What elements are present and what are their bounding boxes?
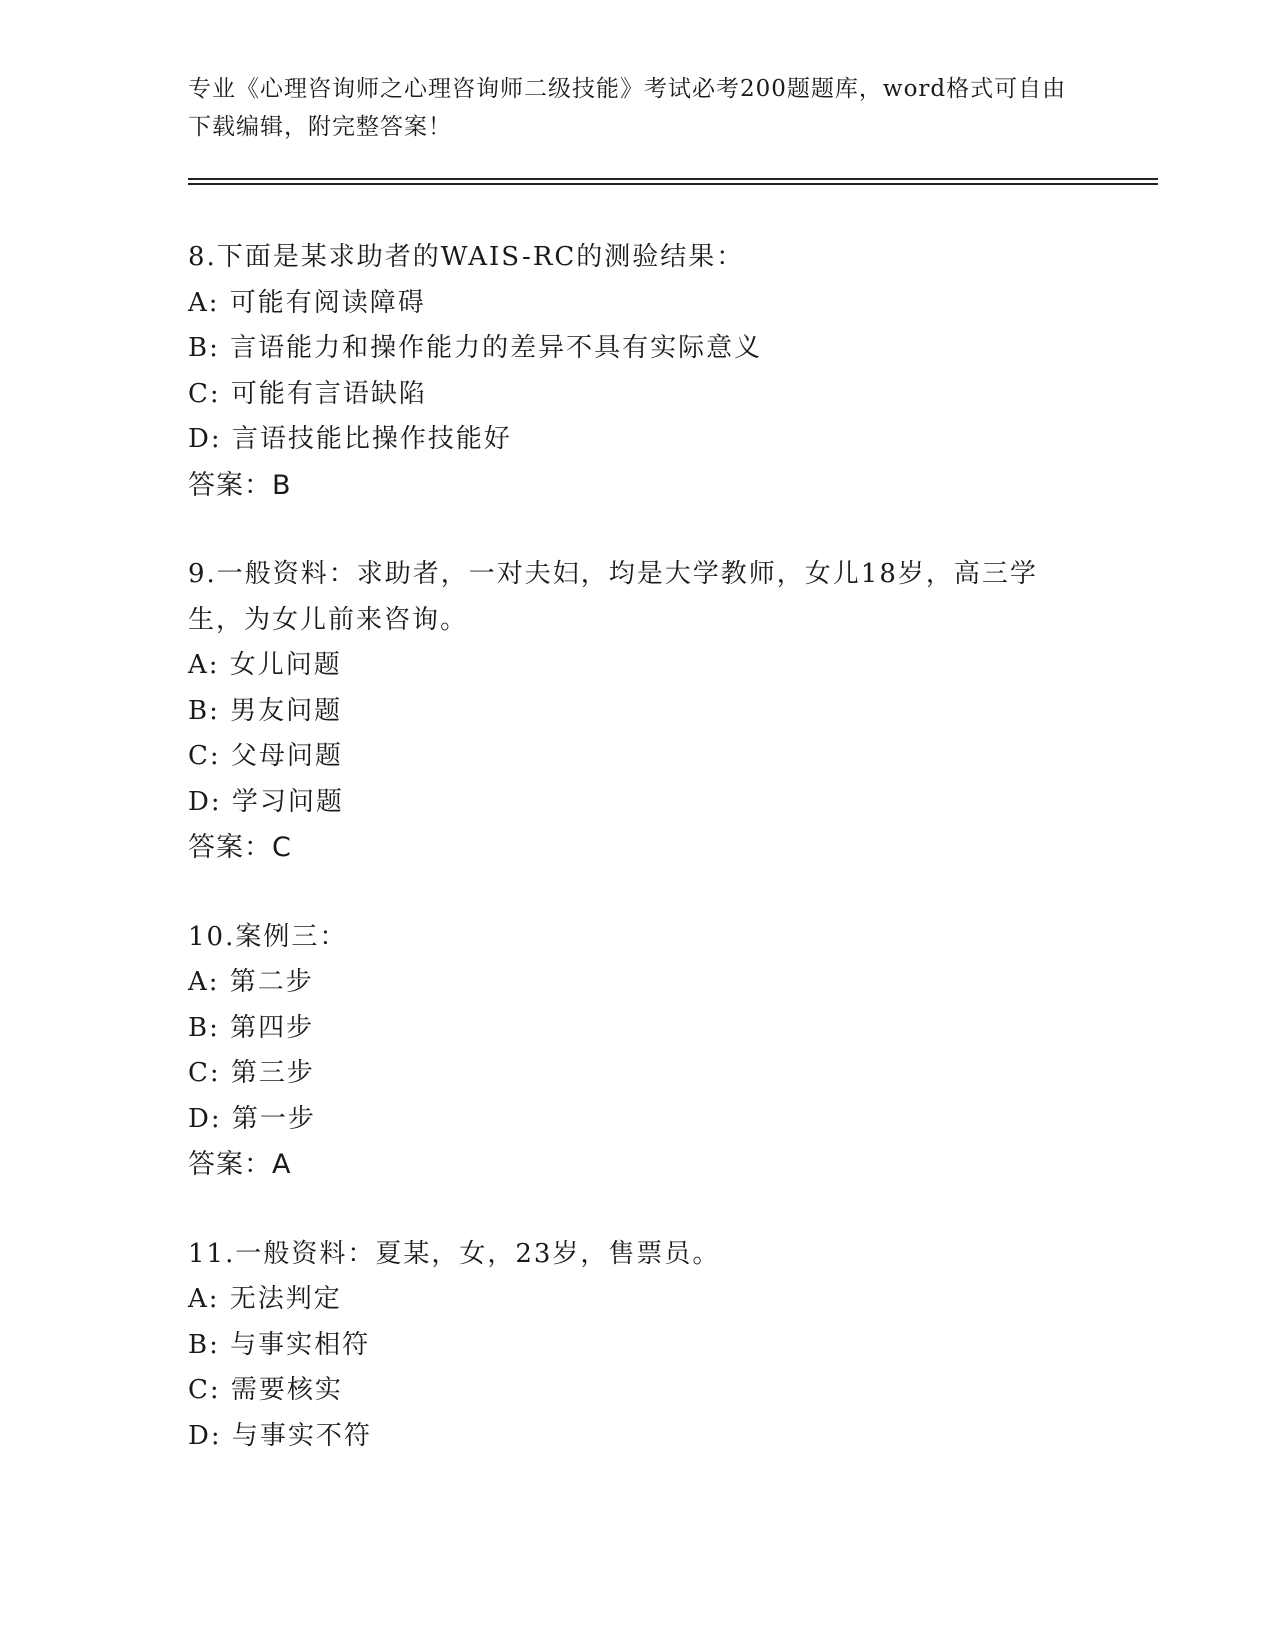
option-a: A: 可能有阅读障碍	[188, 287, 426, 318]
answer-line: 答案：A	[188, 1149, 292, 1180]
question-9	[188, 552, 1088, 871]
option-a: A: 女儿问题	[188, 650, 342, 680]
option-d: D: 言语技能比操作技能好	[188, 424, 512, 454]
document-header: 专业《心理咨询师之心理咨询师二级技能》考试必考200题题库，word格式可自由下载编辑，附完整答案！	[188, 76, 1067, 140]
option-b: B: 男友问题	[188, 695, 343, 726]
option-d: D: 与事实不符	[188, 1420, 372, 1451]
option-a: A: 无法判定	[188, 1284, 342, 1314]
option-d: D: 学习问题	[188, 786, 344, 817]
option-b: B: 言语能力和操作能力的差异不具有实际意义	[188, 333, 763, 363]
option-d: D: 第一步	[188, 1103, 316, 1134]
answer-line: 答案：B	[188, 469, 292, 501]
option-c: C: 第三步	[188, 1058, 315, 1088]
question-11	[188, 1232, 1088, 1460]
option-c: C: 需要核实	[188, 1375, 343, 1405]
question-10	[188, 915, 1088, 1188]
header-divider-bottom	[188, 183, 1158, 185]
question-stem: 8.下面是某求助者的WAIS-RC的测验结果：	[188, 242, 745, 272]
answer-line: 答案：C	[188, 832, 292, 863]
question-stem: 9.一般资料：求助者，一对夫妇，均是大学教师，女儿18岁，高三学生，为女儿前来咨询。	[188, 559, 1038, 635]
option-c: C: 可能有言语缺陷	[188, 378, 427, 409]
question-stem: 10.案例三：	[188, 921, 348, 952]
question-list	[188, 235, 1088, 1503]
question-8	[188, 235, 1088, 508]
option-a: A: 第二步	[188, 967, 314, 997]
option-b: B: 第四步	[188, 1012, 315, 1043]
option-c: C: 父母问题	[188, 741, 343, 771]
header-divider-top	[188, 178, 1158, 180]
option-b: B: 与事实相符	[188, 1329, 371, 1360]
question-stem: 11.一般资料：夏某，女，23岁，售票员。	[188, 1238, 721, 1269]
